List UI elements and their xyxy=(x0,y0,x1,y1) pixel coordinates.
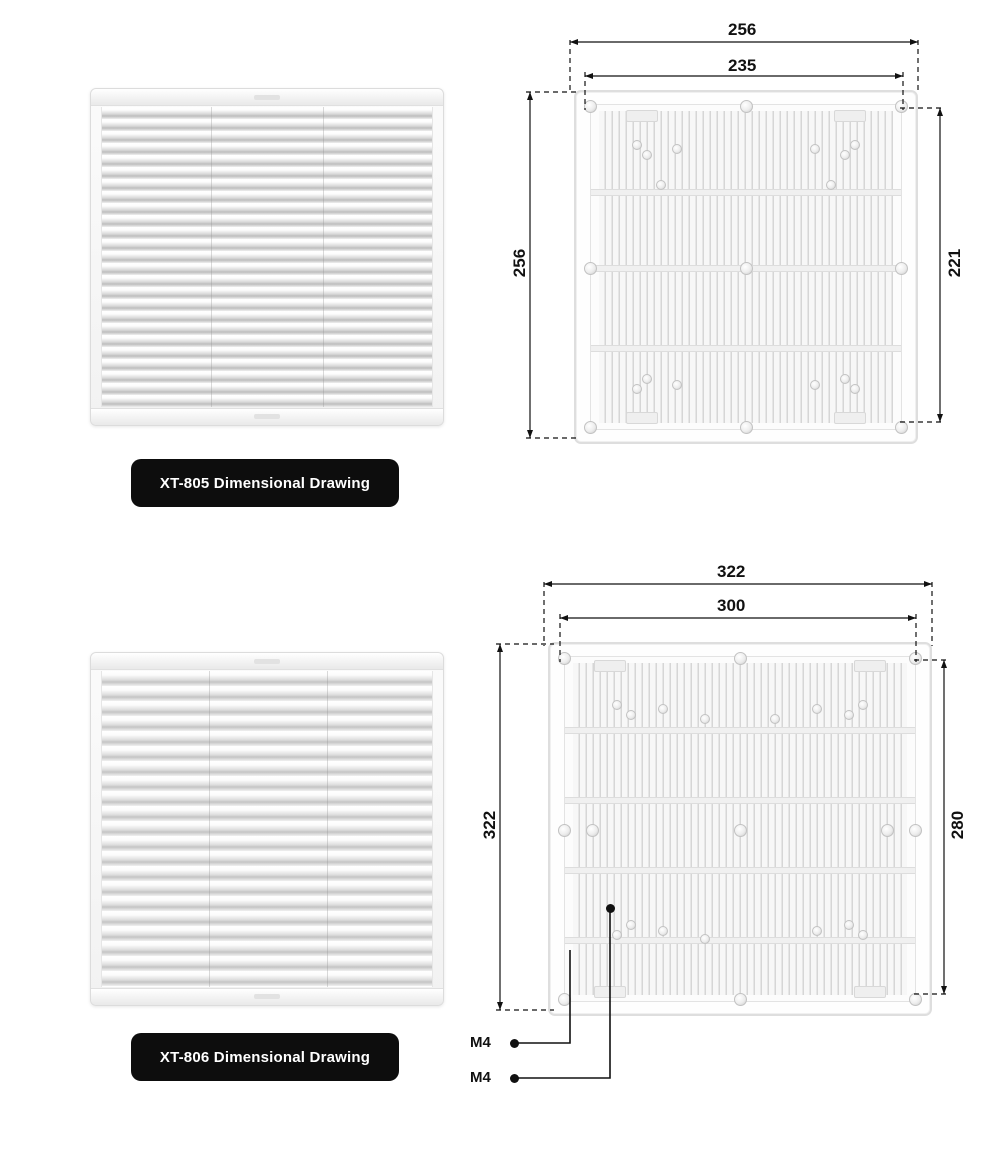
product-photo-xt-806 xyxy=(90,652,444,1006)
callout-m4-upper-dot xyxy=(510,1039,519,1048)
callout-m4-lower-label: M4 xyxy=(470,1069,491,1086)
dim-outer-width-xt-806: 322 xyxy=(717,562,746,581)
photo-tab-bottom xyxy=(254,994,280,999)
photo-tab-top xyxy=(254,95,280,100)
dim-inner-width-xt-806: 300 xyxy=(717,596,746,615)
drawing-xt-805 xyxy=(500,20,964,450)
photo-seam-right xyxy=(323,107,324,407)
dim-outer-width-xt-805: 256 xyxy=(728,20,757,39)
dim-inner-width-xt-805: 235 xyxy=(728,56,757,75)
photo-seam-right xyxy=(327,671,328,987)
photo-seam-left xyxy=(209,671,210,987)
photo-tab-bottom xyxy=(254,414,280,419)
drawing-xt-806 xyxy=(470,562,967,1110)
callout-m4-lower-dot xyxy=(510,1074,519,1083)
label-xt-805: XT-805 Dimensional Drawing xyxy=(131,459,399,507)
photo-seam-left xyxy=(211,107,212,407)
dim-outer-height-xt-805: 256 xyxy=(510,248,529,278)
photo-louvers xyxy=(101,107,433,407)
dimension-lines-xt-805 xyxy=(500,20,960,450)
dimension-lines-xt-806 xyxy=(470,570,960,1110)
dim-outer-height-xt-806: 322 xyxy=(480,810,499,840)
dim-inner-height-xt-806: 280 xyxy=(948,810,967,840)
photo-tab-top xyxy=(254,659,280,664)
callout-m4-upper-label: M4 xyxy=(470,1034,491,1051)
product-photo-xt-805 xyxy=(90,88,444,426)
dim-inner-height-xt-805: 221 xyxy=(945,248,964,278)
photo-louvers xyxy=(101,671,433,987)
section-xt-806 xyxy=(0,560,1000,1163)
section-xt-805 xyxy=(0,0,1000,560)
label-xt-806: XT-806 Dimensional Drawing xyxy=(131,1033,399,1081)
callout-target-dot xyxy=(606,904,615,913)
